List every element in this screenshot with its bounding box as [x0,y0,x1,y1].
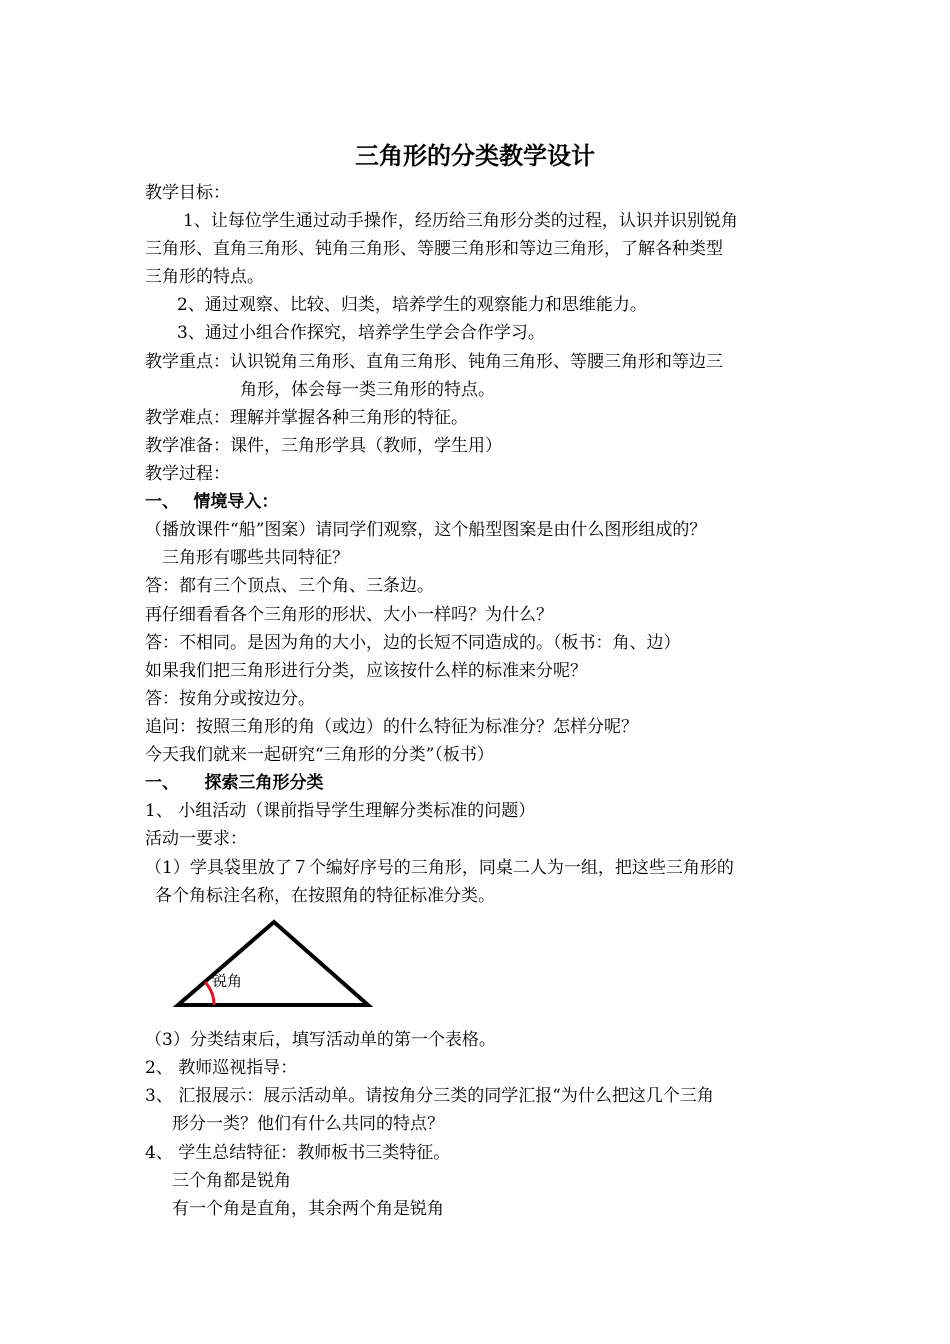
key-points-line-b: 角形，体会每一类三角形的特点。 [240,380,495,400]
goal-3: 3、通过小组合作探究，培养学生学会合作学习。 [177,323,545,343]
paragraph-5: 答：不相同。是因为角的大小，边的长短不同造成的。（板书：角、边） [145,633,681,653]
angle-label: 锐角 [212,972,243,990]
acute-angle-triangle-figure [170,916,380,1012]
requirement-3: （3）分类结束后，填写活动单的第一个表格。 [145,1030,496,1050]
page-title: 三角形的分类教学设计 [355,142,595,170]
paragraph-9: 今天我们就来一起研究“三角形的分类”（板书） [145,745,494,765]
paragraph-7: 答：按角分或按边分。 [145,689,315,709]
step-3-line-b: 形分一类？他们有什么共同的特点？ [172,1114,444,1134]
step-2: 2、 教师巡视指导： [145,1058,298,1078]
paragraph-1: （播放课件“船”图案）请同学们观察，这个船型图案是由什么图形组成的？ [145,520,707,540]
goal-2: 2、通过观察、比较、归类，培养学生的观察能力和思维能力。 [177,295,647,315]
requirement-1-line-a: （1）学具袋里放了７个编好序号的三角形，同桌二人为一组，把这些三角形的 [145,858,734,878]
step-4: 4、 学生总结特征：教师板书三类特征。 [145,1143,451,1163]
feature-acute: 三个角都是锐角 [172,1171,291,1191]
activity-1-requirements: 活动一要求： [145,829,247,849]
requirement-1-line-b: 各个角标注名称，在按照角的特征标准分类。 [155,886,495,906]
goals-heading: 教学目标： [145,183,230,203]
step-3-line-a: 3、 汇报展示：展示活动单。请按角分三类的同学汇报“为什么把这几个三角 [145,1086,714,1106]
preparation: 教学准备：课件，三角形学具（教师，学生用） [145,436,502,456]
goal-1-line-c: 三角形的特点。 [145,267,264,287]
paragraph-8: 追问：按照三角形的角（或边）的什么特征为标准分？怎样分呢？ [145,717,638,737]
section-1-heading: 一、 情境导入： [145,492,279,512]
triangle-shape [178,922,368,1005]
process-heading: 教学过程： [145,464,230,484]
paragraph-6: 如果我们把三角形进行分类，应该按什么样的标准来分呢？ [145,661,587,681]
step-1: 1、 小组活动（课前指导学生理解分类标准的问题） [145,801,536,821]
feature-right: 有一个角是直角，其余两个角是锐角 [172,1199,444,1219]
paragraph-2: 三角形有哪些共同特征？ [162,548,349,568]
paragraph-3: 答：都有三个顶点、三个角、三条边。 [145,576,434,596]
goal-1-line-b: 三角形、直角三角形、钝角三角形、等腰三角形和等边三角形，了解各种类型 [145,239,723,259]
difficulty: 教学难点：理解并掌握各种三角形的特征。 [145,408,468,428]
section-2-heading: 一、 探索三角形分类 [145,773,324,793]
paragraph-4: 再仔细看看各个三角形的形状、大小一样吗？为什么？ [145,605,553,625]
goal-1-line-a: 1、让每位学生通过动手操作，经历给三角形分类的过程，认识并识别锐角 [183,211,738,231]
key-points-line-a: 教学重点：认识锐角三角形、直角三角形、钝角三角形、等腰三角形和等边三 [145,352,723,372]
